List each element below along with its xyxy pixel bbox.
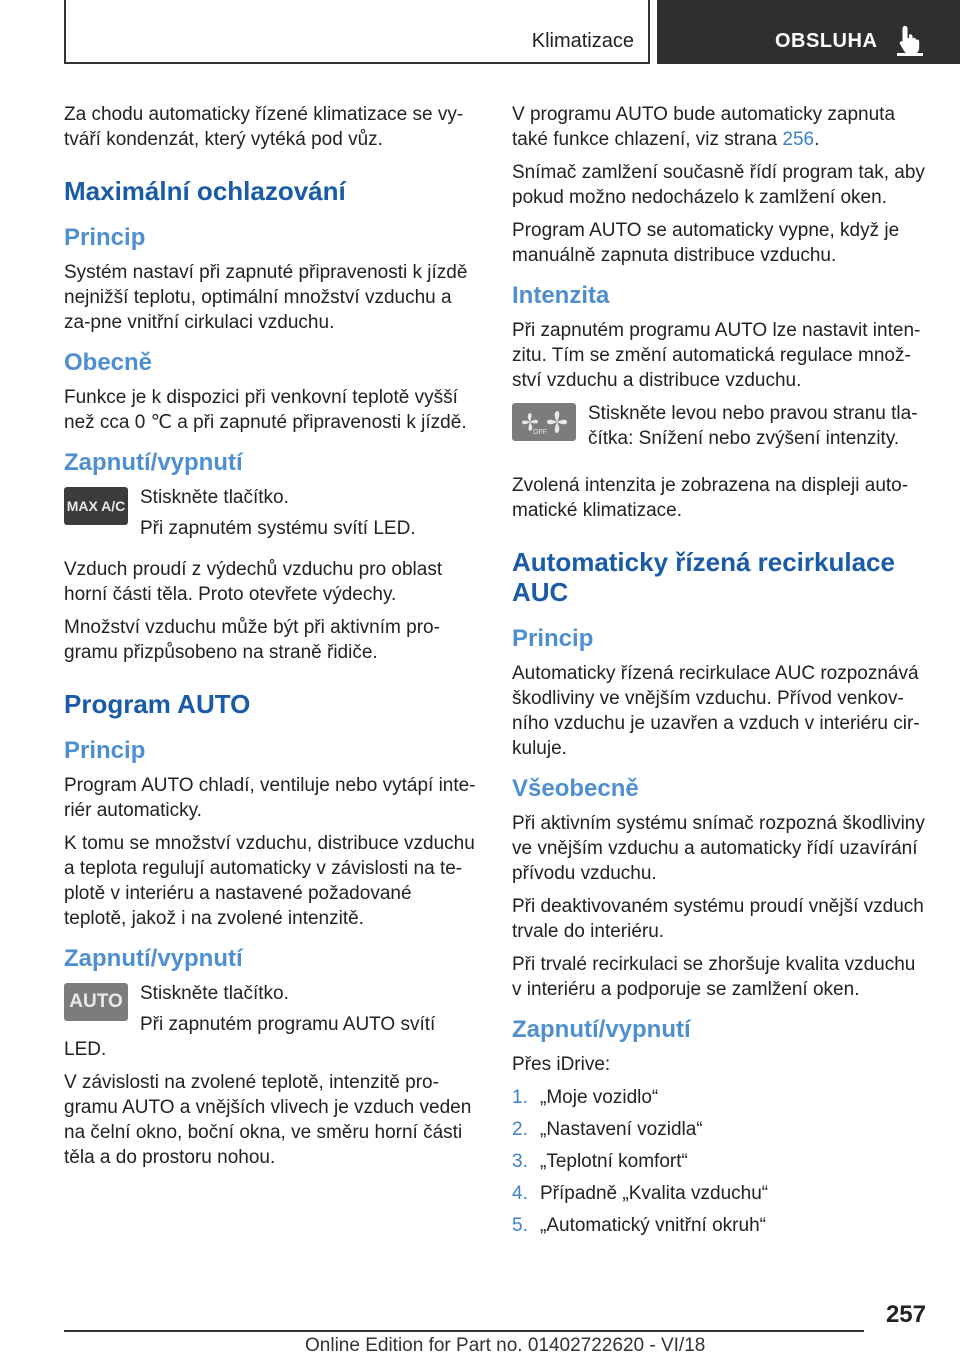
maxac-instruction [64, 485, 478, 549]
step-text: Případně „Kvalita vzduchu“ [540, 1183, 769, 1204]
step-text: „Teplotní komfort“ [540, 1151, 688, 1172]
auto-button-icon [64, 983, 128, 1021]
paragraph-condensate: Za chodu automaticky řízené klimatizace se vy-tváří kondenzát, který vytéká pod vůz. [64, 104, 464, 150]
fan-icon [516, 407, 572, 437]
step-number: 2. [512, 1119, 528, 1140]
paragraph-general-1: Při aktivním systému snímač rozpozná škodliviny ve vnějším vzduchu a automaticky řídí uzavírání přívodu vzduchu. [512, 813, 925, 884]
subheading-intensity: Intenzita [512, 282, 610, 309]
page-link-256[interactable]: 256 [782, 129, 815, 150]
paragraph-air-amount: Množství vzduchu může být při aktivním pro-gramu přizpůsobeno na straně řidiče. [64, 617, 440, 663]
fan-instruction [512, 401, 926, 465]
auto-line-2: Při zapnutém programu AUTO svítí LED. [64, 1014, 436, 1060]
subheading-on-off-auc: Zapnutí/vypnutí [512, 1016, 691, 1043]
heading-program-auto: Program AUTO [64, 689, 251, 719]
auto-line-1: Stiskněte tlačítko. [140, 983, 289, 1004]
paragraph-general-2: Při deaktivovaném systému proudí vnější vzduch trvale do interiéru. [512, 896, 924, 942]
subheading-principle-auc: Princip [512, 625, 594, 652]
step-number: 1. [512, 1087, 528, 1108]
heading-auc: Automaticky řízená recirkulace AUC [512, 547, 895, 607]
step-text: „Automatický vnitřní okruh“ [540, 1215, 766, 1236]
fan-instruction-text [588, 401, 926, 451]
subheading-principle: Princip [64, 224, 146, 251]
footer-edition: Online Edition for Part no. 01402722620 - VI/18 [305, 1335, 706, 1356]
heading-max-cooling: Maximální ochlazování [64, 176, 346, 206]
step-text: „Nastavení vozidla“ [540, 1119, 703, 1140]
fan-intensity-button-icon [512, 403, 576, 441]
maxac-line-1: Stiskněte tlačítko. [140, 487, 289, 508]
step-number: 3. [512, 1151, 528, 1172]
list-item [512, 1149, 926, 1174]
paragraph-air-flow: Vzduch proudí z výdechů vzduchu pro oblast horní části těla. Proto otevřete výdechy. [64, 559, 443, 605]
paragraph-principle: Systém nastaví při zapnuté připravenosti k jízdě nejnižší teplotu, optimální množství vzduchu a za-pne vnitřní cirkulaci vzduchu. [64, 262, 468, 333]
left-column [64, 102, 478, 1178]
paragraph-auto-off: Program AUTO se automaticky vypne, když je manuálně zapnuta distribuce vzduchu. [512, 220, 900, 266]
idrive-steps [512, 1085, 926, 1238]
subheading-on-off: Zapnutí/vypnutí [64, 449, 243, 476]
auto-instruction [64, 981, 478, 1062]
list-item [512, 1213, 926, 1238]
paragraph-auto-1: Program AUTO chladí, ventiluje nebo vytápí inte-riér automaticky. [64, 775, 476, 821]
section-title: Klimatizace [531, 30, 634, 52]
maxac-instruction-text [140, 485, 478, 541]
chapter-tab-label: OBSLUHA [775, 30, 878, 52]
list-item [512, 1117, 926, 1142]
subheading-on-off-auto: Zapnutí/vypnutí [64, 945, 243, 972]
paragraph-depending: V závislosti na zvolené teplotě, intenzitě pro-gramu AUTO a vnějších vlivech je vzduch veden na čelní okno, boční okna, ve směru horní části těla a do prostoru nohou. [64, 1072, 472, 1168]
right-column [512, 102, 926, 1245]
paragraph-intensity-display: Zvolená intenzita je zobrazena na displeji auto-matické klimatizace. [512, 475, 909, 521]
paragraph-general: Funkce je k dispozici při venkovní teplotě vyšší než cca 0 ℃ a při zapnuté připravenosti k jízdě. [64, 387, 467, 433]
cooling-ref-text: V programu AUTO bude automaticky zapnuta také funkce chlazení, viz strana [512, 104, 896, 150]
fan-off-label: OFF [533, 429, 547, 436]
paragraph-auc: Automaticky řízená recirkulace AUC rozpoznává škodliviny ve vnějším vzduchu. Přívod venkov-ního vzduchu je uzavřen a vzduch v interiéru cir-kuluje. [512, 663, 920, 759]
maxac-line-2: Při zapnutém systému svítí LED. [140, 518, 416, 539]
paragraph-auto-2: K tomu se množství vzduchu, distribuce vzduchu a teplota regulují automaticky v závislosti na te-plotě v interiéru a nastavené požadované teplotě, jakož i na zvolené intenzitě. [64, 833, 475, 929]
auto-icon-label: AUTO [69, 991, 123, 1012]
subheading-principle-auto: Princip [64, 737, 146, 764]
paragraph-cooling-ref [512, 102, 926, 152]
hand-pointer-icon [897, 24, 923, 56]
step-number: 4. [512, 1183, 528, 1204]
subheading-general-auc: Všeobecně [512, 775, 639, 802]
page-header [0, 0, 960, 66]
max-ac-icon-label: MAX A/C [66, 498, 126, 514]
paragraph-idrive: Přes iDrive: [512, 1054, 611, 1075]
page-number: 257 [885, 1301, 926, 1328]
paragraph-general-3: Při trvalé recirkulaci se zhoršuje kvalita vzduchu v interiéru a podporuje se zamlžení oken. [512, 954, 916, 1000]
paragraph-fog-sensor: Snímač zamlžení současně řídí program tak, aby pokud možno nedocházelo k zamlžení oken. [512, 162, 925, 208]
fan-instruction-line: Stiskněte levou nebo pravou stranu tla-čítka: Snížení nebo zvýšení intenzity. [588, 403, 918, 449]
paragraph-intensity: Při zapnutém programu AUTO lze nastavit inten-zitu. Tím se změní automatická regulace množ-ství vzduchu a distribuce vzduchu. [512, 320, 921, 391]
header-section-box [64, 0, 650, 64]
list-item [512, 1085, 926, 1110]
step-number: 5. [512, 1215, 528, 1236]
chapter-tab [657, 0, 960, 64]
subheading-general: Obecně [64, 349, 153, 376]
step-text: „Moje vozidlo“ [540, 1087, 659, 1108]
max-ac-button-icon [64, 487, 128, 525]
cooling-ref-end: . [814, 129, 820, 150]
auto-instruction-text [140, 981, 478, 1006]
footer-divider [64, 1330, 864, 1332]
list-item [512, 1181, 926, 1206]
